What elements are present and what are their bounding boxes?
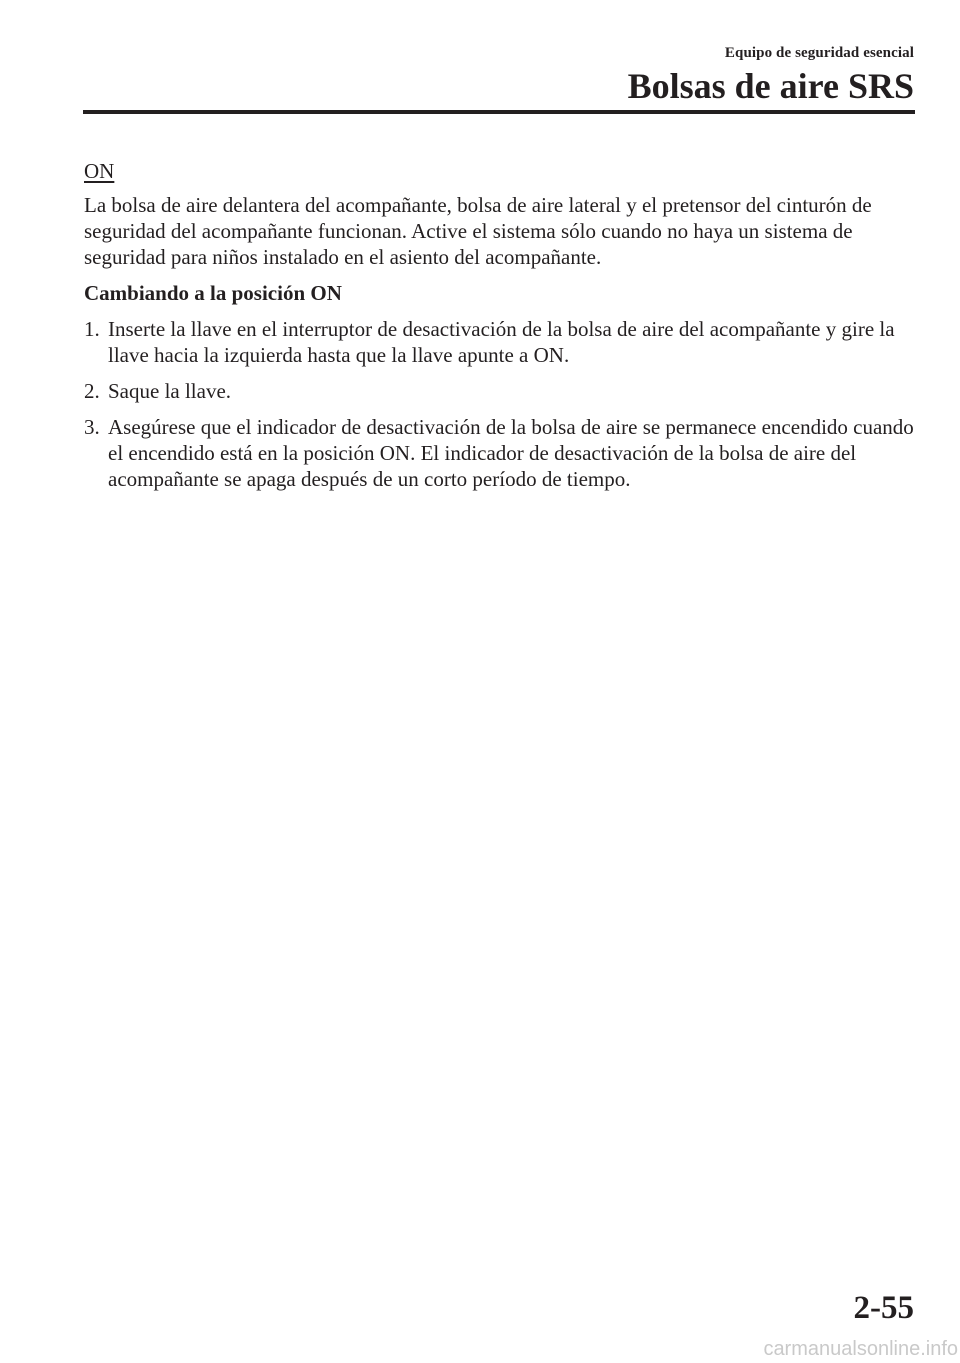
steps-list xyxy=(84,316,914,492)
step-text: Saque la llave. xyxy=(108,379,232,403)
page-number: 2-55 xyxy=(853,1290,914,1326)
step-number: 2. xyxy=(84,379,100,403)
intro-paragraph: La bolsa de aire delantera del acompañante, bolsa de aire lateral y el pretensor del cinturón de seguridad del acompañante funcionan. Active el sistema sólo cuando no haya un sistema de seguridad para niños instalado en el asiento del acompañante. xyxy=(84,193,872,269)
list-item xyxy=(84,414,914,492)
watermark-text: carmanualsonline.info xyxy=(763,1338,958,1360)
page-header xyxy=(628,44,914,106)
step-text: Inserte la llave en el interruptor de desactivación de la bolsa de aire del acompañante y gire la llave hacia la izquierda hasta que la llave apunte a ON. xyxy=(108,317,895,367)
step-number: 3. xyxy=(84,415,100,439)
page-content xyxy=(84,158,914,502)
list-item xyxy=(84,378,914,404)
procedure-heading: Cambiando a la posición ON xyxy=(84,281,342,305)
list-item xyxy=(84,316,914,368)
chapter-title: Bolsas de aire SRS xyxy=(627,66,914,106)
section-label: Equipo de seguridad esencial xyxy=(724,45,914,61)
subheading-on: ON xyxy=(84,159,115,183)
header-divider xyxy=(83,110,915,114)
step-number: 1. xyxy=(84,317,100,341)
step-text: Asegúrese que el indicador de desactivación de la bolsa de aire se permanece encendido cuando el encendido está en la posición ON. El indicador de desactivación de la bolsa de aire del acompañante se apaga después de un corto período de tiempo. xyxy=(108,415,914,491)
